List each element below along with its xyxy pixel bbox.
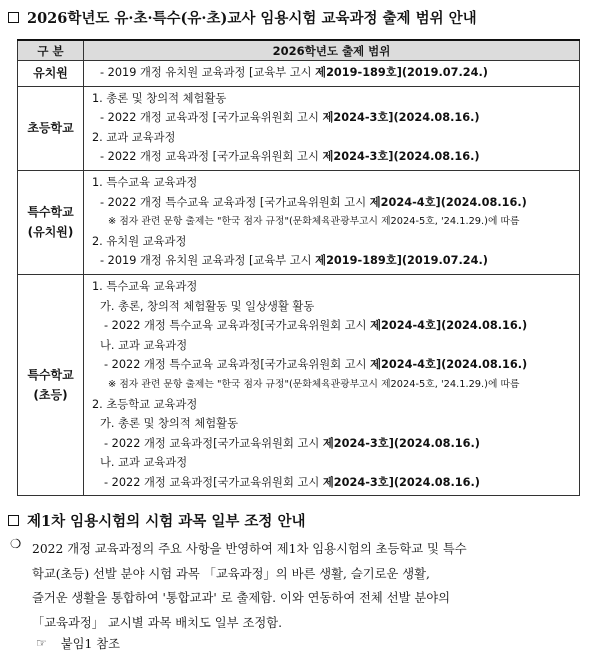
notice-number: 제2024-3호](2024.08.16.) (322, 475, 480, 489)
header-scope: 2026학년도 출제 범위 (84, 40, 580, 61)
table-row (18, 274, 580, 496)
notice-number: 제2024-3호](2024.08.16.) (322, 436, 480, 450)
scope-line (92, 453, 573, 473)
checkbox-square-icon (8, 515, 19, 526)
scope-line-text: - 2022 개정 교육과정[국가교육위원회 고시 (104, 475, 323, 489)
row-category (18, 170, 84, 274)
scope-line-text: - 2019 개정 유치원 교육과정 [교육부 고시 (100, 254, 316, 268)
scope-line (92, 434, 573, 454)
scope-line (92, 414, 573, 434)
row-category (18, 61, 84, 87)
category-label: 특수학교 (27, 368, 74, 383)
heading-text: 2026학년도 유·초·특수(유·초)교사 임용시험 교육과정 출제 범위 안내 (27, 10, 477, 27)
scope-line (92, 108, 573, 128)
scope-line (92, 232, 573, 252)
paragraph-line: 「교육과정」 교시별 과목 배치도 일부 조정함. (32, 615, 282, 630)
scope-line-text: - 2022 개정 특수교육 교육과정 [국가교육위원회 고시 (100, 195, 370, 209)
scope-line (92, 89, 573, 109)
row-scope (84, 61, 580, 87)
braille-note (92, 212, 573, 232)
table-row (18, 61, 580, 87)
pointing-hand-icon: ☞ (36, 636, 47, 650)
checkbox-square-icon (8, 12, 19, 23)
category-label: (유치원) (27, 225, 74, 240)
scope-line (92, 63, 573, 83)
scope-line-text: 가. 총론 및 창의적 체험활동 (100, 417, 238, 431)
circle-bullet-icon: ❍ (10, 537, 22, 551)
scope-line-text: - 2019 개정 유치원 교육과정 [교육부 고시 (100, 66, 316, 79)
scope-line-text: - 2022 개정 특수교육 교육과정[국가교육위원회 고시 (104, 319, 371, 333)
scope-line-text: 나. 교과 교육과정 (100, 338, 188, 352)
table-header-row (18, 40, 580, 61)
scope-line (92, 355, 573, 375)
scope-line-text: ※ 점자 관련 문항 출제는 "한국 점자 규정"(문화체육관광부고시 제2024-5호, '24.1.29.)에 따름 (108, 378, 520, 390)
scope-line-text: ※ 점자 관련 문항 출제는 "한국 점자 규정"(문화체육관광부고시 제2024-5호, '24.1.29.)에 따름 (108, 216, 520, 228)
scope-line-text: 1. 특수교육 교육과정 (92, 279, 198, 293)
notice-number: 제2019-189호](2019.07.24.) (315, 66, 488, 79)
scope-line (92, 251, 573, 271)
braille-note (92, 375, 573, 395)
scope-line (92, 147, 573, 167)
row-scope (84, 170, 580, 274)
attachment-reference (36, 634, 120, 652)
notice-number: 제2024-4호](2024.08.16.) (370, 358, 528, 372)
notice-number: 제2024-4호](2024.08.16.) (369, 195, 527, 209)
paragraph-line: 즐거운 생활을 통합하여 '통합교과' 로 출제함. 이와 연동하여 전체 선발 분야의 (32, 591, 451, 605)
reference-text: 붙임1 참조 (60, 637, 121, 651)
scope-line-text: 나. 교과 교육과정 (100, 456, 188, 470)
scope-line-text: - 2022 개정 교육과정[국가교육위원회 고시 (104, 436, 323, 450)
category-label: (초등) (33, 388, 68, 403)
row-scope (84, 274, 580, 496)
section-heading-subject-adjustment (8, 510, 306, 531)
scope-line-text: 가. 총론, 창의적 체험활동 및 일상생활 활동 (100, 299, 315, 313)
scope-line (92, 395, 573, 415)
scope-line (92, 128, 573, 148)
exam-scope-table (17, 39, 580, 496)
scope-line-text: 1. 특수교육 교육과정 (92, 175, 198, 189)
scope-line (92, 173, 573, 193)
scope-line-text: - 2022 개정 특수교육 교육과정[국가교육위원회 고시 (104, 358, 371, 372)
row-category (18, 274, 84, 496)
row-category (18, 86, 84, 170)
heading-text: 제1차 임용시험의 시험 과목 일부 조정 안내 (27, 513, 306, 530)
paragraph-line: 2022 개정 교육과정의 주요 사항을 반영하여 제1차 임용시험의 초등학교 및 특수 (32, 542, 467, 556)
table-row (18, 86, 580, 170)
category-label: 초등학교 (27, 121, 74, 136)
header-category: 구 분 (18, 40, 84, 61)
notice-number: 제2019-189호](2019.07.24.) (315, 254, 488, 268)
notice-number: 제2024-4호](2024.08.16.) (370, 319, 528, 333)
adjustment-paragraph (10, 537, 585, 635)
paragraph-line: 학교(초등) 선발 분야 시험 과목 「교육과정」의 바른 생활, 슬기로운 생활, (32, 566, 430, 581)
scope-line-text: - 2022 개정 교육과정 [국가교육위원회 고시 (100, 150, 323, 164)
paragraph-text (32, 537, 467, 635)
category-label: 유치원 (33, 66, 68, 81)
scope-line-text: 1. 총론 및 창의적 체험활동 (92, 91, 227, 105)
scope-line-text: 2. 초등학교 교육과정 (92, 397, 198, 411)
scope-line-text: 2. 유치원 교육과정 (92, 234, 187, 248)
scope-line (92, 316, 573, 336)
scope-line (92, 193, 573, 213)
section-heading-exam-scope (8, 7, 477, 28)
scope-line-text: - 2022 개정 교육과정 [국가교육위원회 고시 (100, 111, 323, 125)
scope-line (92, 336, 573, 356)
row-scope (84, 86, 580, 170)
notice-number: 제2024-3호](2024.08.16.) (322, 150, 480, 164)
scope-line (92, 277, 573, 297)
table-row (18, 170, 580, 274)
scope-line (92, 473, 573, 493)
scope-line-text: 2. 교과 교육과정 (92, 130, 176, 144)
scope-line (92, 297, 573, 317)
category-label: 특수학교 (27, 205, 74, 220)
notice-number: 제2024-3호](2024.08.16.) (322, 111, 480, 125)
